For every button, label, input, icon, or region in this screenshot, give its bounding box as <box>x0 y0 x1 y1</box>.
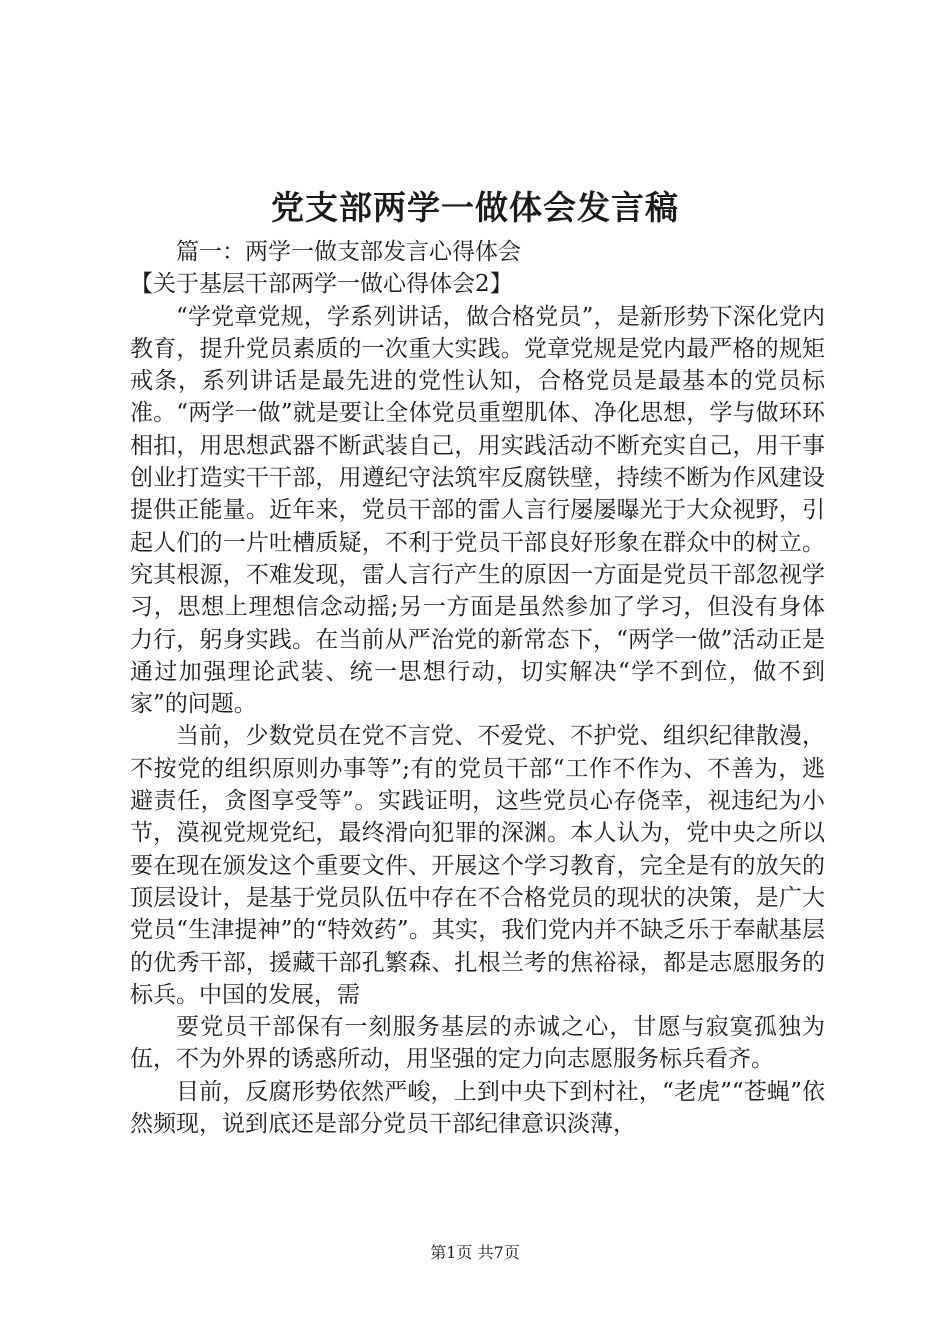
document-title: 党支部两学一做体会发言稿 <box>271 188 679 227</box>
paragraph: 目前，反腐形势依然严峻，上到中央下到村社，“老虎”“苍蝇”依然频现，说到底还是部分党员干部纪律意识淡薄， <box>130 1078 825 1138</box>
paragraph: “学党章党规，学系列讲话，做合格党员”，是新形势下深化党内教育，提升党员素质的一次重大实践。党章党规是党内最严格的规矩戒条，系列讲话是最先进的党性认知，合格党员是最基本的党员标准。“两学一做”就是要让全体党员重塑肌体、净化思想，学与做环环相扣，用思想武器不断武装自己，用实践活动不断充实自己，用干事创业打造实干干部，用遵纪守法筑牢反腐铁壁，持续不断为作风建设提供正能量。近年来，党员干部的雷人言行屡屡曝光于大众视野，引起人们的一片吐槽质疑，不利于党员干部良好形象在群众中的树立。究其根源，不难发现，雷人言行产生的原因一方面是党员干部忽视学习，思想上理想信念动摇;另一方面是虽然参加了学习，但没有身体力行，躬身实践。在当前从严治党的新常态下，“两学一做”活动正是通过加强理论武装、统一思想行动，切实解决“学不到位，做不到家”的问题。 <box>130 303 825 718</box>
paragraph: 当前，少数党员在党不言党、不爱党、不护党、组织纪律散漫，不按党的组织原则办事等”;有的党员干部“工作不作为、不善为，逃避责任，贪图享受等”。实践证明，这些党员心存侥幸，视违纪为小节，漠视党规党纪，最终滑向犯罪的深渊。本人认为，党中央之所以要在现在颁发这个重要文件、开展这个学习教育，完全是有的放矢的顶层设计，是基于党员队伍中存在不合格党员的现状的决策，是广大党员“生津提神”的“特效药”。其实，我们党内并不缺乏乐于奉献基层的优秀干部，援藏干部孔繁森、扎根兰考的焦裕禄，都是志愿服务的标兵。中国的发展，需 <box>130 723 825 1008</box>
sub-heading: 【关于基层干部两学一做心得体会2】 <box>130 271 513 298</box>
paragraph: 要党员干部保有一刻服务基层的赤诚之心，甘愿与寂寞孤独为伍，不为外界的诱惑所动，用坚强的定力向志愿服务标兵看齐。 <box>130 1014 825 1073</box>
document-body <box>130 236 825 1140</box>
section-heading: 篇一：两学一做支部发言心得体会 <box>176 239 521 265</box>
page-number-footer: 第1页 共7页 <box>430 1243 520 1262</box>
